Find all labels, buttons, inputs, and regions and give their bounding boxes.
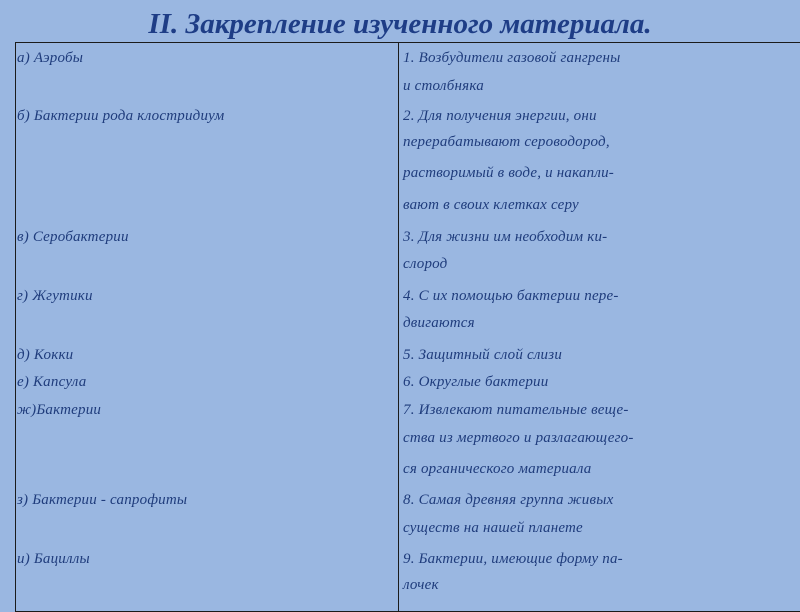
definition-7-line-1: 7. Извлекают питательные веще-: [403, 402, 629, 418]
definition-5-line-1: 5. Защитный слой слизи: [403, 347, 563, 363]
definition-4-line-1: 4. С их помощью бактерии пере-: [403, 288, 619, 304]
definition-2-line-4: вают в своих клетках серу: [403, 197, 579, 213]
definition-2-line-1: 2. Для получения энергии, они: [403, 108, 597, 124]
definition-1-line-1: 1. Возбудители газовой гангрены: [403, 50, 621, 66]
definition-9-line-1: 9. Бактерии, имеющие форму па-: [403, 551, 623, 567]
definition-9-line-2: лочек: [403, 577, 439, 593]
term-zh: ж)Бактерии: [17, 402, 102, 418]
definition-1-line-2: и столбняка: [403, 78, 484, 94]
definition-8-line-2: существ на нашей планете: [403, 520, 583, 536]
definition-3-line-1: 3. Для жизни им необходим ки-: [403, 229, 608, 245]
definition-2-line-3: растворимый в воде, и накапли-: [403, 165, 614, 181]
term-a: а) Аэробы: [17, 50, 84, 66]
definition-8-line-1: 8. Самая древняя группа живых: [403, 492, 614, 508]
term-g: г) Жгутики: [17, 288, 93, 304]
definition-7-line-3: ся органического материала: [403, 461, 592, 477]
term-d: д) Кокки: [17, 347, 74, 363]
term-v: в) Серобактерии: [17, 229, 129, 245]
definition-7-line-2: ства из мертвого и разлагающего-: [403, 430, 634, 446]
term-e: е) Капсула: [17, 374, 87, 390]
definition-3-line-2: слород: [403, 256, 448, 272]
term-b: б) Бактерии рода клостридиум: [17, 108, 225, 124]
page-title: II. Закрепление изученного материала.: [148, 8, 652, 40]
definition-6-line-1: 6. Округлые бактерии: [403, 374, 549, 390]
definition-4-line-2: двигаются: [403, 315, 475, 331]
term-i: и) Бациллы: [17, 551, 90, 567]
definition-2-line-2: перерабатывают сероводород,: [403, 134, 610, 150]
column-divider: [398, 42, 399, 612]
term-z: з) Бактерии - сапрофиты: [17, 492, 188, 508]
